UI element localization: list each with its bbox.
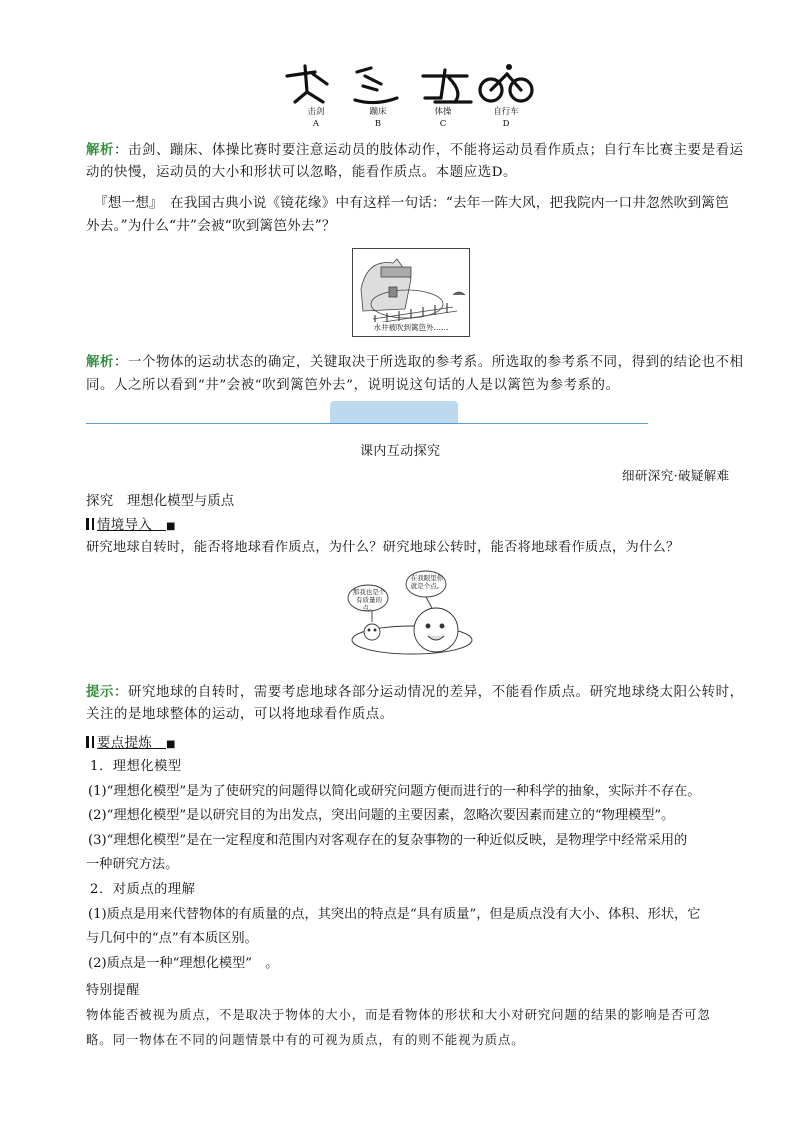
note-line-1: 物体能否被视为质点，不是取决于物体的大小，而是看物体的形状和大小对研究问题的结果的影响是否可忽 [86,1007,711,1022]
caption-fencing: 击剑 [307,107,325,117]
well-caption: 水井被吹到篱笆外…… [353,322,469,334]
earth-cartoon [346,568,476,663]
analysis-2-text: ：一个物体的运动状态的确定，关键取决于所选取的参考系。所选取的参考系不同，得到的结论也不相 [113,355,744,370]
exploration-point-heading: 探究 理想化模型与质点 [86,494,235,509]
key-h2: 2．对质点的理解 [90,882,196,897]
think-line-2: 外去。”为什么“井”会被“吹到篱笆外去”？ [86,218,336,234]
gymnastics-icon [423,70,471,102]
hint-text: ：研究地球的自转时，需要考虑地球各部分运动情况的差异，不能看作质点。研究地球绕太阳公转时， [113,685,744,700]
speech-bubble-left: 那我也是个有质量的点。 [352,588,386,612]
key-item-4a: (1)质点是用来代替物体的有质量的点，其突出的特点是“具有质量”，但是质点没有大小、体积、形状，它 [88,907,701,922]
section-subtitle: 细研深究·破疑解难 [622,468,730,483]
sports-pictogram-figure [285,62,535,106]
caption-gymnastics: 体操 [434,107,452,117]
intro-question: 研究地球自转时，能否将地球看作质点，为什么？研究地球公转时，能否将地球看作质点，为什么？ [86,540,680,555]
think-line-1: 『想一想』 在我国古典小说《镜花缘》中有这样一句话：“去年一阵大风，把我院内一口井忽然吹到篱笆 [94,195,729,211]
analysis-1-text: ：击剑、蹦床、体操比赛时要注意运动员的肢体动作，不能将运动员看作质点；自行车比赛主要是看运 [113,143,744,158]
key-item-5: (2)质点是一种“理想化模型” 。 [88,956,279,971]
note-line-2: 略。同一物体在不同的问题情景中有的可视为质点，有的则不能视为质点。 [86,1032,525,1047]
cycling-icon [480,64,532,101]
analysis-label-2: 解析 [86,354,114,370]
note-title: 特别提醒 [86,983,140,998]
analysis-1-line-1 [86,140,744,161]
hint-label: 提示 [86,684,114,700]
option-letter-c: C [439,119,447,129]
key-item-2: (2)“理想化模型”是以研究目的为出发点，突出问题的主要因素，忽略次要因素而建立的“物理模型”。 [88,808,675,823]
hint-line-1 [86,682,744,703]
well-illustration [352,248,470,337]
option-letter-a: A [312,119,320,129]
option-letter-d: D [502,119,510,129]
intro-heading: 情境导入 ■ [86,514,176,533]
fencing-icon [287,66,327,102]
caption-trampoline: 蹦床 [369,107,387,117]
section-divider [86,423,648,424]
key-heading-text: 要点提炼 [97,736,153,751]
section-banner-tab [330,401,458,423]
analysis-label: 解析 [86,142,114,158]
speech-bubble-right: 在我眼里你就是个点。 [410,574,444,590]
hint-line-2: 关注的是地球整体的运动，可以将地球看作质点。 [86,707,394,722]
key-points-heading: 要点提炼 ■ [86,732,176,751]
key-item-3a: (3)“理想化模型”是在一定程度和范围内对客观存在的复杂事物的一种近似反映，是物理学中经常采用的 [88,833,688,848]
trampoline-icon [355,68,397,103]
option-letter-b: B [374,119,382,129]
key-h1: 1．理想化模型 [90,759,182,774]
section-title: 课内互动探究 [360,444,441,459]
key-item-3b: 一种研究方法。 [86,857,179,872]
key-item-4b: 与几何中的“点”有本质区别。 [86,931,258,946]
analysis-2-line-1 [86,352,744,373]
analysis-1-line-2: 动的快慢，运动员的大小和形状可以忽略，能看作质点。本题应选D。 [86,165,518,180]
analysis-2-line-2: 同。人之所以看到“井”会被“吹到篱笆外去”，说明说这句话的人是以篱笆为参考系的。 [86,378,620,393]
caption-cycling: 自行车 [493,107,519,117]
intro-heading-text: 情境导入 [97,518,153,533]
key-item-1: (1)“理想化模型”是为了使研究的问题得以简化或研究问题方便而进行的一种科学的抽象，实际并不存在。 [88,784,701,799]
